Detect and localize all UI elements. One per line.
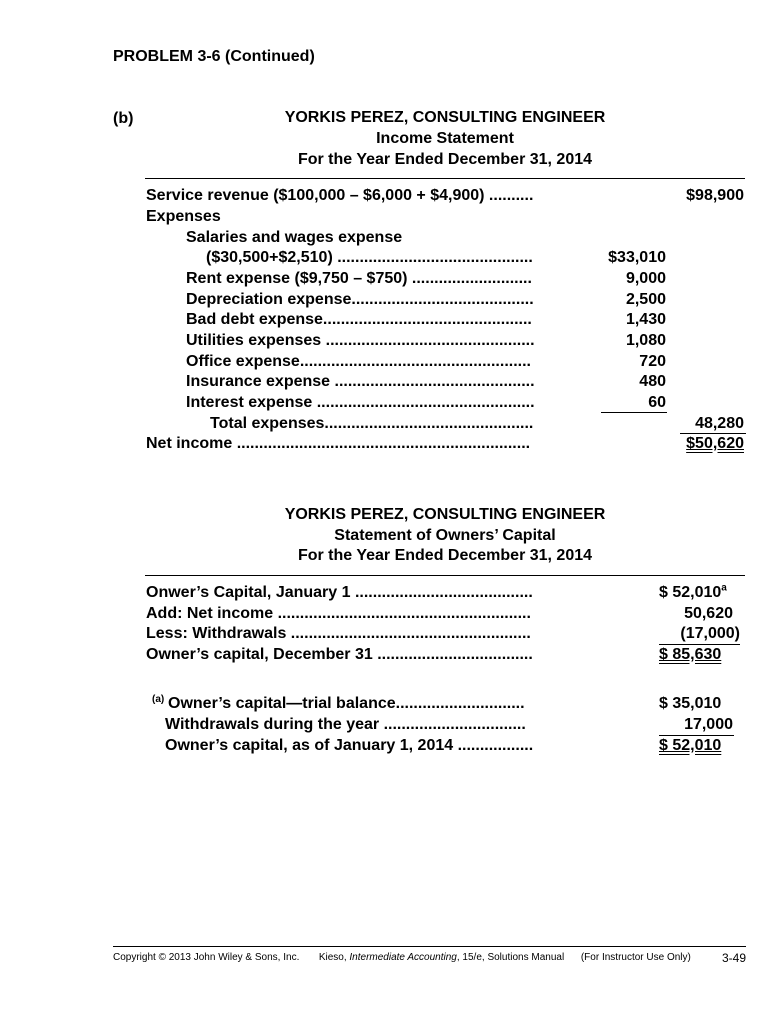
expense-amount: 9,000 (625, 270, 666, 287)
capital-amount: 50,620 (684, 605, 733, 622)
expense-amount: 2,500 (625, 291, 666, 308)
footnote-label: Owner’s capital, as of January 1, 2014 ................. (165, 737, 534, 754)
total-expenses-label: Total expenses............................................... (210, 415, 534, 432)
footer-edition: , 15/e, Solutions Manual (456, 952, 565, 963)
service-revenue-amount: $98,900 (686, 187, 744, 204)
capital-statement-company: YORKIS PEREZ, CONSULTING ENGINEER (284, 506, 606, 523)
capital-amount: $ 85,630 (659, 646, 722, 663)
subtotal-underline (601, 412, 667, 413)
expense-row (0, 269, 768, 290)
expense-amount: 1,430 (625, 311, 666, 328)
footer-note: (For Instructor Use Only) (580, 952, 691, 963)
header-rule (145, 178, 745, 179)
expenses-heading-row (0, 207, 768, 228)
capital-statement-period: For the Year Ended December 31, 2014 (297, 547, 593, 564)
expense-label: Office expense.................................................... (186, 353, 531, 370)
footer-copyright: Copyright © 2013 John Wiley & Sons, Inc. (113, 952, 300, 963)
service-revenue-row (0, 186, 768, 207)
header-rule (145, 575, 745, 576)
capital-label: Add: Net income ......................................................... (146, 605, 531, 622)
footnote-superscript: a (721, 582, 727, 594)
capital-row (0, 583, 768, 604)
salaries-row (0, 228, 768, 249)
income-statement-period: For the Year Ended December 31, 2014 (297, 151, 593, 168)
expense-label: Insurance expense ............................................. (186, 373, 535, 390)
capital-label: Onwer’s Capital, January 1 ........................................ (146, 584, 533, 601)
footnote-row (0, 694, 768, 715)
expense-amount: 720 (639, 353, 666, 370)
expense-row (0, 310, 768, 331)
expense-amount: 480 (639, 373, 666, 390)
part-label: (b) (113, 110, 134, 127)
page-number: 3-49 (721, 951, 746, 965)
footnote-marker: (a) (152, 694, 165, 705)
net-income-amount: $50,620 (686, 435, 744, 452)
capital-amount: (17,000) (680, 625, 740, 642)
expense-amount: 1,080 (625, 332, 666, 349)
footer-book: Intermediate Accounting (349, 952, 457, 963)
expense-row (0, 352, 768, 373)
expense-label: Depreciation expense......................................... (186, 291, 534, 308)
expense-amount: 60 (648, 394, 666, 411)
expense-row (0, 290, 768, 311)
total-expenses-amount: 48,280 (695, 415, 744, 432)
expenses-label: Expenses (146, 208, 221, 225)
footnote-label: Owner’s capital—trial balance............................. (168, 695, 525, 712)
salaries-detail-row (0, 248, 768, 269)
footnote-amount: $ 52,010 (659, 737, 722, 754)
expense-label: Interest expense ................................................. (186, 394, 535, 411)
expense-label: Bad debt expense............................................... (186, 311, 532, 328)
net-income-row (0, 434, 768, 455)
expense-label: Utilities expenses ............................................... (186, 332, 535, 349)
footnote-amount: 17,000 (684, 716, 733, 733)
capital-label: Owner’s capital, December 31 ................................... (146, 646, 533, 663)
expense-row (0, 372, 768, 393)
footnote-row (0, 715, 768, 736)
salaries-detail-label: ($30,500+$2,510) ............................................ (206, 249, 533, 266)
footer-author: Kieso, (318, 952, 347, 963)
total-expenses-row (0, 414, 768, 435)
salaries-detail-amount: $33,010 (608, 249, 666, 266)
capital-statement-title: Statement of Owners’ Capital (334, 527, 556, 544)
footer-rule (113, 946, 746, 947)
capital-row (0, 645, 768, 666)
capital-row (0, 604, 768, 625)
expense-row (0, 331, 768, 352)
income-statement-title: Income Statement (376, 130, 514, 147)
capital-amount: $ 52,010$^a$ (659, 582, 727, 601)
footnote-amount: $ 35,010 (659, 695, 722, 712)
income-statement-company: YORKIS PEREZ, CONSULTING ENGINEER (284, 109, 606, 126)
footnote-row (0, 736, 768, 757)
footer-text (113, 951, 691, 965)
page-heading: PROBLEM 3-6 (Continued) (113, 48, 315, 65)
capital-label: Less: Withdrawals ...................................................... (146, 625, 531, 642)
service-revenue-label: Service revenue ($100,000 – $6,000 + $4,900) .......... (146, 187, 534, 204)
capital-row (0, 624, 768, 645)
salaries-label: Salaries and wages expense (186, 229, 403, 246)
footnote-label: Withdrawals during the year ................................ (165, 716, 526, 733)
expense-row (0, 393, 768, 414)
expense-label: Rent expense ($9,750 – $750) ........................... (186, 270, 532, 287)
net-income-label: Net income .................................................................. (146, 435, 531, 452)
